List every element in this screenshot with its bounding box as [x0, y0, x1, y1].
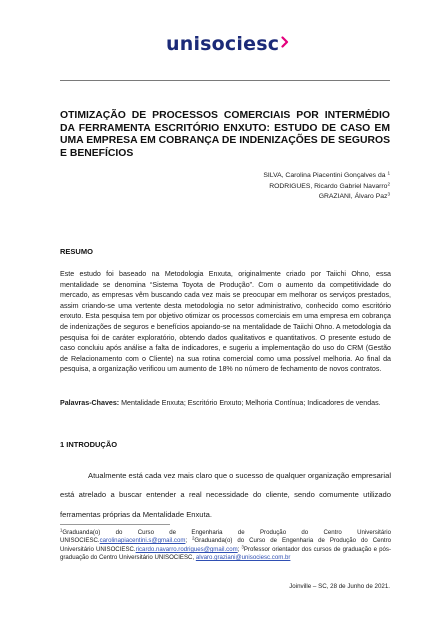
author-line: SILVA, Carolina Piacentini Gonçalves da $^1$: [263, 170, 390, 179]
header-divider: [60, 80, 390, 81]
chevron-right-icon: [281, 36, 289, 48]
footnotes: $^1$Graduanda(o) do Curso de Engenharia de Produção do Centro Universitário UNISOCIESC.carolinapiacentini.s@gmail.com; $^2$Graduanda(o) do Curso de Engenharia de Produção do Centro Universitário UNISOCIESC.ricardo.navarro.rodrigues@gmail.com; $^3$Professor orientador dos cursos de graduação e pós-graduação do Centro Universitário UNISOCIESC, alvaro.graziani@unisociesc.com.br: [60, 527, 392, 562]
email-link[interactable]: alvaro.graziani@unisociesc.com.br: [195, 554, 291, 562]
footnote-marker: 2: [387, 181, 390, 187]
keywords: [60, 398, 391, 409]
footnote-divider: [60, 524, 170, 525]
footnote-marker: 2: [192, 536, 195, 542]
keywords-list: Mentalidade Enxuta; Escritório Enxuto; Melhoria Contínua; Indicadores de vendas.: [121, 399, 381, 407]
unisociesc-logo: [166, 33, 289, 55]
author-list: [140, 171, 390, 203]
email-link[interactable]: carolinapiacentini.s@gmail.com: [99, 537, 186, 545]
logo-wordmark: unisociesc: [166, 33, 280, 55]
intro-paragraph: Atualmente está cada vez mais claro que o sucesso de qualquer organização empresarial está atrelado a buscar entender a real necessidade do cliente, sendo comumente utilizado ferramentas próprias da Mentalidade Enxuta.: [60, 471, 391, 519]
footnote-marker: 3: [241, 544, 244, 550]
document-title: OTIMIZAÇÃO DE PROCESSOS COMERCIAIS POR INTERMÉDIO DA FERRAMENTA ESCRITÓRIO ENXUTO: ESTUDO DE CASO EM UMA EMPRESA EM COBRANÇA DE INDENIZAÇÕES DE SEGUROS E BENEFÍCIOS: [60, 110, 390, 159]
footnote-marker: 1: [387, 170, 390, 176]
keywords-label: Palavras-Chaves:: [60, 399, 120, 407]
abstract-text: Este estudo foi baseado na Metodologia Enxuta, originalmente criado por Taiichi Ohno, essa mentalidade se denomina “Sistema Toyota de Produção”. Com o aumento da competitividade do mercado, as empresas vêm buscando cada vez mais se preocupar em melhorar os serviços prestados, assim criando-se uma vertente desta metodologia no setor administrativo, conhecido como escritório enxuto. Esta pesquisa tem por objetivo otimizar os processos comerciais em uma empresa em cobrança de indenizações de seguros e benefícios apoiando-se na mentalidade de Taiichi Ohno. A metodologia da pesquisa foi de caráter exploratório, obtendo dados qualitativos e quantitativos. O presente estudo de caso concluiu após análise a falta de indicadores, e sugeriu a implementação do uso do CRM (Gestão de Relacionamento com o Cliente) na sua rotina comercial como uma possível melhoria. Ao final da pesquisa, a organização verificou um aumento de 18% no número de fechamento de novos contratos.: [60, 270, 391, 374]
abstract-heading: RESUMO: [60, 247, 93, 256]
email-link[interactable]: ricardo.navarro.rodrigues@gmail.com: [135, 545, 238, 553]
section-heading: 1 INTRODUÇÃO: [60, 440, 118, 449]
footnote-marker: 3: [387, 191, 390, 197]
footnote-marker: 1: [60, 527, 63, 533]
author-line: GRAZIANI, Álvaro Paz$^3$: [318, 191, 390, 201]
author-line: RODRIGUES, Ricardo Gabriel Navarro$^2$: [269, 181, 390, 190]
place-date: Joinville – SC, 28 de Junho de 2021.: [289, 583, 390, 590]
